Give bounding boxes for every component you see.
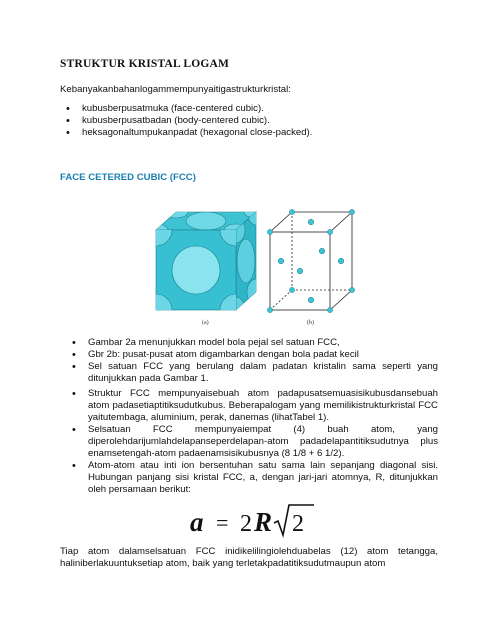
list-item: • Atom-atom atau inti ion bersentuhan satu sama lain sepanjang diagonal sisi. Hubungan panjang sisi kristal FCC, a, dengan jari-jari atomnya, R, ditunjukkan oleh persamaan berikut:	[72, 460, 438, 496]
list-item: • Gambar 2a menunjukkan model bola pejal sel satuan FCC,	[72, 337, 438, 349]
hard-sphere-model	[150, 200, 268, 326]
list-item: • kubusberpusatbadan (body-centered cubic).	[66, 115, 426, 127]
list-item: • Struktur FCC mempunyaisebuah atom padapusatsemuasisikubusdansebuah atom padasetiaptitiksudutkubus. Beberapalogam yang memilikistrukturkristal FCC yaitutembaga, aluminium, perak, danemas (lihatTabel 1).	[72, 388, 438, 424]
fcc-unit-cell-illustration	[150, 200, 360, 330]
list-item: • heksagonaltumpukanpadat (hexagonal close-packed).	[66, 127, 426, 139]
formula-coefficient: 2	[240, 511, 252, 537]
fcc-figure	[150, 200, 360, 330]
structure-list	[66, 103, 426, 139]
section-heading: FACE CETERED CUBIC (FCC)	[60, 172, 196, 183]
figure-notes-list	[72, 337, 438, 385]
formula-radicand: 2	[292, 511, 304, 537]
intro-text: Kebanyakanbahanlogammempunyaitigastrukturkristal:	[60, 84, 291, 95]
figure-label-b: (b)	[307, 320, 314, 326]
list-item: • kubusberpusatmuka (face-centered cubic).	[66, 103, 426, 115]
list-item: • Selsatuan FCC mempunyaiempat (4) buah atom, yang diperolehdarijumlahdelapanseperdelapan-atom padadelapantitiksudutnya plus enamsetengah-atom padaenamsisikubusnya (8 1/8 + 6 1/2).	[72, 424, 438, 460]
lattice-atoms	[267, 209, 354, 326]
list-item: • Gbr 2b: pusat-pusat atom digambarkan dengan bola padat kecil	[72, 349, 438, 361]
fcc-formula	[188, 501, 318, 541]
list-item: • Sel satuan FCC yang berulang dalam padatan kristalin sama seperti yang ditunjukkan pada Gambar 1.	[72, 361, 438, 385]
page-title: STRUKTUR KRISTAL LOGAM	[60, 58, 230, 70]
formula-equals: =	[216, 510, 229, 535]
formula-variable: R	[254, 507, 273, 537]
fcc-points-list	[72, 388, 438, 496]
closing-paragraph: Tiap atom dalamselsatuan FCC inidikelilingiolehduabelas (12) atom tetangga, haliniberlakuuntuksetiap atom, baik yang terletakpadatitiksudutmaupun atom	[60, 546, 438, 569]
figure-label-a: (a)	[202, 320, 209, 326]
formula-lhs: a	[190, 507, 204, 537]
formula-graphic	[188, 501, 318, 541]
